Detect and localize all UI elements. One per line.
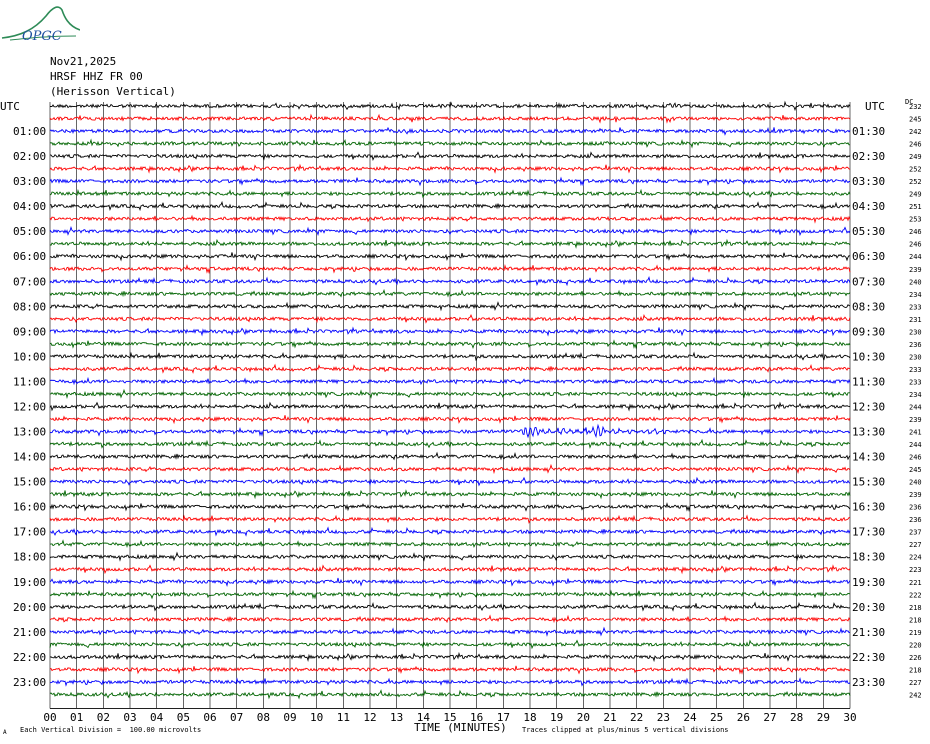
left-time-label: 13:00 [13, 425, 47, 439]
right-time-label: 06:30 [852, 250, 886, 264]
dc-offset-label: 239 [909, 491, 922, 500]
dc-offset-label: 231 [909, 315, 922, 324]
dc-offset-label: 251 [909, 203, 922, 212]
dc-offset-label: 246 [909, 453, 922, 462]
right-time-label: 23:30 [852, 675, 886, 689]
x-tick-label: 11 [336, 711, 350, 724]
dc-offset-label: 233 [909, 378, 922, 387]
dc-offset-label: 244 [909, 441, 922, 450]
dc-offset-label: 219 [909, 628, 922, 637]
right-time-label: 19:30 [852, 575, 886, 589]
dc-offset-label: 246 [909, 140, 922, 149]
right-time-label: 17:30 [852, 525, 886, 539]
dc-offset-label: 222 [909, 591, 922, 600]
right-time-label: 01:30 [852, 125, 886, 139]
dc-offset-label: 233 [909, 365, 922, 374]
dc-offset-label: 239 [909, 416, 922, 424]
x-tick-label: 14 [416, 711, 430, 724]
right-time-labels [852, 100, 885, 689]
left-time-labels [0, 100, 46, 689]
x-tick-label: 05 [176, 711, 190, 724]
dc-offset-label: 240 [909, 278, 922, 287]
dc-offset-label: 224 [909, 553, 922, 562]
x-tick-label: 13 [390, 711, 404, 724]
right-time-label: 03:30 [852, 175, 886, 189]
left-time-label: 10:00 [13, 350, 47, 364]
right-time-label: 02:30 [852, 150, 886, 164]
dc-offset-label: 234 [909, 290, 922, 299]
dc-offset-label: 220 [909, 641, 922, 650]
right-time-label: UTC [865, 100, 885, 113]
x-tick-label: 08 [256, 711, 270, 724]
x-tick-label: 19 [550, 711, 564, 724]
x-tick-label: 02 [96, 711, 110, 724]
x-tick-label: 15 [443, 711, 457, 724]
right-time-label: 05:30 [852, 225, 886, 239]
left-time-label: 02:00 [13, 150, 47, 164]
dc-offset-label: 244 [909, 403, 922, 412]
dc-offset-label: 227 [909, 678, 922, 687]
dc-offset-label: 218 [909, 603, 922, 612]
date-label: Nov21,2025 [50, 55, 117, 68]
dc-offset-label: 252 [909, 165, 922, 174]
right-time-label: 09:30 [852, 325, 886, 339]
right-time-label: 22:30 [852, 650, 886, 664]
left-time-label: 09:00 [13, 325, 47, 339]
dc-offset-label: 249 [909, 153, 922, 162]
left-time-label: 11:00 [13, 375, 47, 389]
x-tick-label: 27 [763, 711, 777, 724]
x-tick-label: 03 [123, 711, 137, 724]
x-tick-label: 10 [310, 711, 324, 724]
dc-offset-label: 246 [909, 228, 922, 237]
x-tick-label: 04 [150, 711, 164, 724]
left-time-label: 17:00 [13, 525, 47, 539]
left-time-label: 16:00 [13, 500, 47, 514]
left-time-label: 22:00 [13, 650, 47, 664]
x-tick-label: 17 [496, 711, 510, 724]
x-tick-label: 29 [816, 711, 830, 724]
right-time-label: 10:30 [852, 350, 886, 364]
station-label: HRSF HHZ FR 00 [50, 70, 143, 83]
x-tick-label: 21 [603, 711, 617, 724]
dc-offset-label: 236 [909, 503, 922, 512]
left-time-label: UTC [0, 100, 20, 113]
dc-offset-label: 244 [909, 253, 922, 262]
right-time-label: 16:30 [852, 500, 886, 514]
dc-offset-label: 241 [909, 428, 922, 437]
left-time-label: 12:00 [13, 400, 47, 414]
right-time-label: 08:30 [852, 300, 886, 314]
x-tick-label: 06 [203, 711, 217, 724]
right-time-label: 11:30 [852, 375, 886, 389]
left-time-label: 23:00 [13, 675, 47, 689]
dc-offset-label: 249 [909, 190, 922, 199]
right-time-label: 14:30 [852, 450, 886, 464]
dc-offset-label: 253 [909, 215, 922, 224]
right-time-label: 12:30 [852, 400, 886, 414]
dc-offset-label: 232 [909, 103, 922, 111]
x-tick-label: 28 [790, 711, 804, 724]
dc-offset-label: 242 [909, 691, 922, 700]
left-time-label: 18:00 [13, 550, 47, 564]
x-tick-label: 25 [710, 711, 724, 724]
x-tick-label: 16 [470, 711, 484, 724]
x-tick-label: 09 [283, 711, 297, 724]
dc-offset-label: 218 [909, 616, 922, 625]
dc-offset-label: 221 [909, 578, 922, 587]
right-time-label: 13:30 [852, 425, 886, 439]
dc-offset-label: 252 [909, 178, 922, 187]
x-tick-label: 24 [683, 711, 697, 724]
left-time-label: 19:00 [13, 575, 47, 589]
left-time-label: 20:00 [13, 600, 47, 614]
dc-offset-label: 230 [909, 328, 922, 337]
left-time-label: 14:00 [13, 450, 47, 464]
left-time-label: 15:00 [13, 475, 47, 489]
dc-offset-label: 242 [909, 128, 922, 137]
x-tick-label: 26 [736, 711, 750, 724]
x-tick-label: 12 [363, 711, 377, 724]
x-tick-label: 20 [576, 711, 590, 724]
dc-offset-label: 226 [909, 653, 922, 662]
dc-offset-labels [909, 103, 922, 699]
dc-offset-label: 227 [909, 541, 922, 550]
left-time-label: 07:00 [13, 275, 47, 289]
dc-offset-label: 246 [909, 240, 922, 249]
right-time-label: 20:30 [852, 600, 886, 614]
left-time-label: 08:00 [13, 300, 47, 314]
dc-offset-label: 218 [909, 666, 922, 675]
left-time-label: 01:00 [13, 125, 47, 139]
dc-offset-label: 233 [909, 303, 922, 312]
x-tick-label: 22 [630, 711, 644, 724]
right-time-label: 04:30 [852, 200, 886, 214]
dc-offset-label: 239 [909, 265, 922, 274]
dc-offset-label: 237 [909, 528, 922, 537]
station-description: (Herisson Vertical) [50, 85, 176, 98]
left-time-label: 06:00 [13, 250, 47, 264]
left-time-label: 03:00 [13, 175, 47, 189]
dc-offset-label: 240 [909, 478, 922, 487]
x-tick-label: 00 [43, 711, 57, 724]
x-tick-label: 01 [70, 711, 84, 724]
dc-offset-label: 223 [909, 566, 922, 575]
x-axis-title: TIME (MINUTES) [414, 721, 507, 734]
dc-offset-label: 236 [909, 516, 922, 525]
footer-mark: A [3, 729, 7, 736]
x-tick-label: 23 [656, 711, 670, 724]
x-tick-label: 18 [523, 711, 537, 724]
clipping-note: Traces clipped at plus/minus 5 vertical divisions [522, 726, 729, 734]
dc-offset-label: 230 [909, 353, 922, 362]
dc-offset-label: 245 [909, 115, 922, 124]
left-time-label: 21:00 [13, 625, 47, 639]
dc-offset-label: 245 [909, 466, 922, 475]
x-tick-label: 07 [230, 711, 244, 724]
right-time-label: 21:30 [852, 625, 886, 639]
vertical-division-note: Each Vertical Division = 100.00 microvolts [20, 726, 202, 734]
dc-column-label: DC [905, 98, 914, 106]
right-time-label: 15:30 [852, 475, 886, 489]
logo-text: OPGC [22, 29, 62, 44]
x-tick-label: 30 [843, 711, 857, 724]
right-time-label: 18:30 [852, 550, 886, 564]
left-time-label: 04:00 [13, 200, 47, 214]
dc-offset-label: 236 [909, 340, 922, 349]
dc-offset-label: 234 [909, 390, 922, 399]
left-time-label: 05:00 [13, 225, 47, 239]
right-time-label: 07:30 [852, 275, 886, 289]
